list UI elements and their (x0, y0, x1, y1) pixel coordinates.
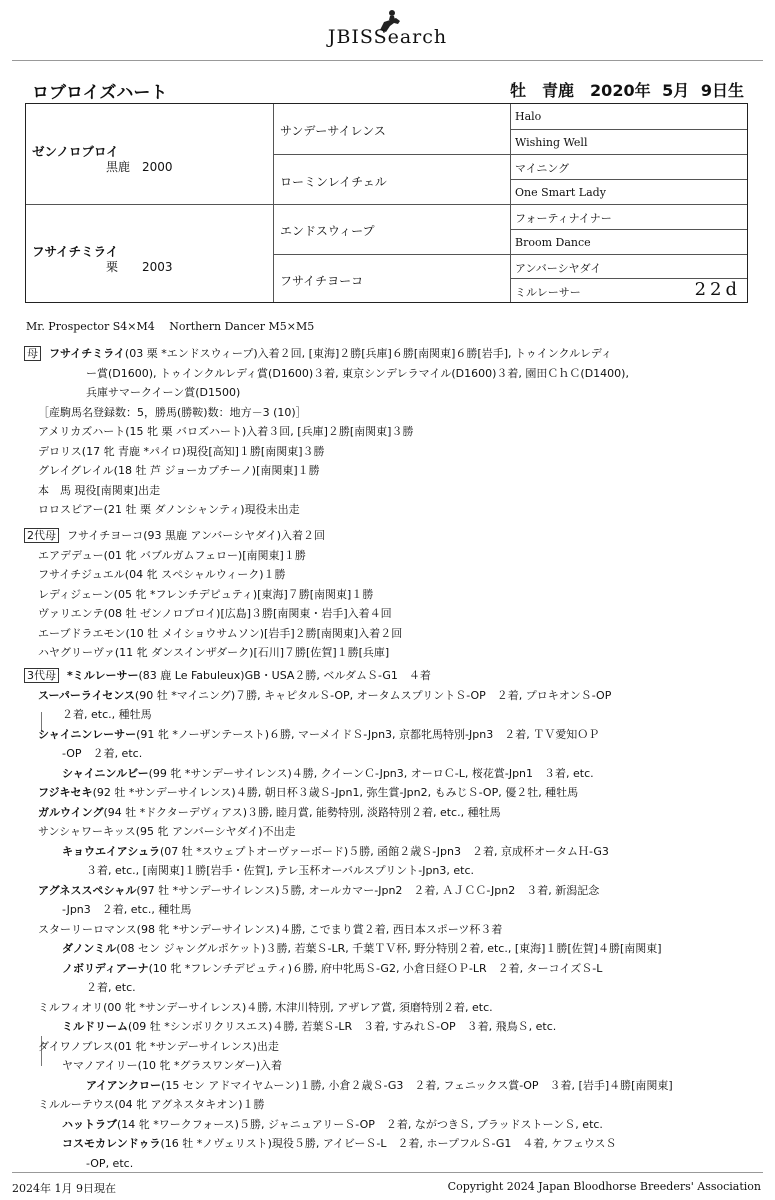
section-line (24, 725, 754, 745)
g2-name[interactable]: サンデーサイレンス (280, 124, 386, 138)
g3-name[interactable]: マイニング (515, 162, 570, 175)
section-line: ミルルーテウス(04 牝 アグネスタキオン)１勝 (38, 1098, 265, 1111)
section-line: 本 馬 現役[南関東]出走 (38, 483, 161, 497)
section-line (24, 803, 754, 823)
section-line (24, 666, 754, 686)
horse-link[interactable]: キョウエイアシュラ (62, 844, 161, 858)
horse-link[interactable]: ノボリディアーナ (62, 961, 149, 975)
horse-link[interactable]: フサイチミライ (49, 347, 125, 360)
g2-name[interactable]: ローミンレイチェル (280, 175, 387, 189)
section-line (24, 1076, 754, 1096)
horse-link[interactable]: シャイニンレーサー (38, 727, 137, 741)
line-text: (07 牡 *スウェプトオーヴァーボード)５勝, 函館２歳Ｓ-Jpn3 ２着, 京成杯オータムＨ-G3 (160, 844, 609, 858)
logo-text: JBISSearch (327, 26, 448, 48)
line-text: (91 牝 *ノーザンテースト)６勝, マーメイドＳ-Jpn3, 京都牝馬特別-Jpn3 ２着, ＴＶ愛知ＯＰ (136, 727, 600, 741)
line-text: (94 牡 *ドクターデヴィアス)３勝, 睦月賞, 能勢特別, 淡路特別２着, etc., 種牡馬 (103, 805, 501, 819)
section-line (24, 1115, 754, 1135)
line-text: (09 牡 *シンボリクリスエス)４勝, 若葉Ｓ-LR ３着, すみれＳ-OP ３着, 飛鳥Ｓ, etc. (128, 1020, 557, 1033)
horse-link[interactable]: フジキセキ (38, 786, 93, 799)
footer-copyright: Copyright 2024 Japan Bloodhorse Breeders' Association (447, 1180, 761, 1193)
line-text: (15 セン アドマイヤムーン)１勝, 小倉２歳Ｓ-G3 ２着, フェニックス賞-OP ３着, [岩手]４勝[南関東] (161, 1078, 673, 1092)
inbreeding-count: 22d (694, 279, 741, 300)
section-line: ー賞(D1600), トゥインクルレディ賞(D1600)３着, 東京シンデレラマイル(D1600)３着, 園田ＣｈＣ(D1400), (86, 366, 629, 380)
g2-cell (274, 254, 511, 302)
g3-name[interactable]: フォーティナイナー (515, 212, 612, 225)
section-line (24, 783, 754, 803)
line-text: (97 牡 *サンデーサイレンス)５勝, オールカマー-Jpn2 ２着, ＡＪＣＣ-Jpn2 ３着, 新潟記念 (136, 883, 600, 897)
section-line: スターリーロマンス(98 牝 *サンデーサイレンス)４勝, こでまり賞２着, 西日本スポーツ杯３着 (38, 922, 503, 936)
g3-name[interactable]: Halo (515, 110, 542, 123)
horse-link[interactable]: アグネススペシャル (38, 883, 137, 897)
section-line (24, 842, 754, 862)
g3-cell (511, 179, 747, 204)
line-text: (16 牡 *ノヴェリスト)現役５勝, アイビーＳ-L ２着, ホープフルＳ-G1 ４着, ケフェウスＳ (160, 1137, 617, 1150)
dam-color-year: 栗 2003 (106, 260, 173, 274)
line-text: (10 牝 *フレンチデピュティ)６勝, 府中牝馬Ｓ-G2, 小倉日経ＯＰ-LR ２着, ターコイズＳ-L (148, 961, 603, 975)
section-line: ２着, etc., 種牡馬 (62, 708, 152, 721)
dam-name[interactable]: フサイチミライ (32, 244, 119, 259)
g3-name[interactable]: アンバーシヤダイ (515, 262, 602, 275)
section-line: ハヤグリーヴァ(11 牝 ダンスインザダーク)[石川]７勝[佐賀]１勝[兵庫] (38, 646, 390, 659)
footer-divider (12, 1172, 763, 1173)
g3-cell (511, 129, 747, 154)
g3-name[interactable]: One Smart Lady (515, 186, 606, 199)
line-text: (83 鹿 Le Fabuleux)GB・USA２勝, ベルダムＳ-G1 ４着 (138, 669, 431, 682)
section-line (24, 939, 754, 959)
sire-cell (26, 104, 274, 204)
horse-link[interactable]: コスモカレンドゥラ (62, 1137, 161, 1150)
g3-cell (511, 204, 747, 229)
g3-name[interactable]: Wishing Well (515, 136, 588, 149)
horse-info: 牡 青鹿 2020年 5月 9日生 (510, 81, 744, 100)
section-line (24, 881, 754, 901)
section-line: -OP ２着, etc. (62, 747, 143, 760)
sire-color-year: 黒鹿 2000 (106, 160, 173, 174)
section-line (24, 1017, 754, 1037)
section-line: アメリカズハート(15 牝 栗 バロズハート)入着３回, [兵庫]２勝[南関東]３勝 (38, 425, 414, 438)
section-tag: 母 (24, 346, 41, 361)
g3-cell (511, 229, 747, 254)
g3-cell (511, 254, 747, 278)
horse-link[interactable]: シャイニンルビー (62, 766, 149, 780)
section-line (24, 764, 754, 784)
pedigree-table (25, 103, 748, 303)
g3-name[interactable]: Broom Dance (515, 236, 591, 249)
second-dam-section (24, 526, 754, 663)
title-row (32, 78, 744, 102)
footer-date: 2024年 1月 9日現在 (12, 1182, 116, 1195)
section-line: ダイワノブレス(01 牝 *サンデーサイレンス)出走 (38, 1039, 279, 1053)
horse-link[interactable]: ダノンミル (62, 942, 117, 955)
line-text: (08 セン ジャングルポケット)３勝, 若葉Ｓ-LR, 千葉ＴＶ杯, 野分特別２着, etc., [東海]１勝[佐賀]４勝[南関東] (116, 942, 662, 955)
section-line: エーブドラエモン(10 牡 メイショウサムソン)[岩手]２勝[南関東]入着２回 (38, 626, 403, 640)
g3-cell (511, 154, 747, 179)
section-line: サンシャワーキッス(95 牝 アンバーシヤダイ)不出走 (38, 825, 296, 838)
horse-link[interactable]: ガルウイング (38, 805, 104, 819)
section-line: デロリス(17 牝 青鹿 *パイロ)現役[高知]１勝[南関東]３勝 (38, 444, 325, 458)
section-line: ミルフィオリ(00 牝 *サンデーサイレンス)４勝, 木津川特別, アザレア賞, 須磨特別２着, etc. (38, 1000, 493, 1014)
section-line: フサイチジュエル(04 牝 スペシャルウィーク)１勝 (38, 568, 286, 581)
section-line: ３着, etc., [南関東]１勝[岩手・佐賀], テレ玉杯オーバルスプリント-Jpn3, etc. (86, 864, 475, 877)
header-divider (12, 60, 763, 61)
third-dam-section (24, 666, 754, 1173)
g2-name[interactable]: エンドスウィープ (280, 224, 375, 238)
section-tag: 3代母 (24, 668, 59, 683)
section-line (24, 959, 754, 979)
section-line: レディジェーン(05 牝 *フレンチデピュティ)[東海]７勝[南関東]１勝 (38, 587, 374, 601)
g3-cell (511, 278, 747, 302)
section-line (24, 1134, 754, 1154)
horse-link[interactable]: *ミルレーサー (67, 669, 139, 682)
g2-cell (274, 204, 511, 254)
horse-name: ロブロイズハート (32, 83, 168, 103)
section-line: ヴァリエンテ(08 牡 ゼンノロブロイ)[広島]３勝[南関東・岩手]入着４回 (38, 607, 392, 620)
line-text: (90 牡 *マイニング)７勝, キャピタルＳ-OP, オータムスプリントＳ-OP ２着, プロキオンＳ-OP (134, 688, 612, 702)
sire-name[interactable]: ゼンノロブロイ (32, 144, 119, 159)
g3-cell (511, 104, 747, 129)
section-line: ２着, etc. (86, 981, 136, 994)
dam-section (24, 344, 754, 520)
section-line: 兵庫サマークイーン賞(D1500) (86, 386, 241, 399)
line-text: フサイチヨーコ(93 黒鹿 アンバーシヤダイ)入着２回 (67, 529, 326, 542)
g2-cell (274, 154, 511, 204)
section-line: エアデデュー(01 牝 バブルガムフェロー)[南関東]１勝 (38, 548, 306, 562)
line-text: (92 牡 *サンデーサイレンス)４勝, 朝日杯３歳Ｓ-Jpn1, 弥生賞-Jpn2, もみじＳ-OP, 優２牡, 種牡馬 (92, 786, 579, 799)
line-text: (03 栗 *エンドスウィープ)入着２回, [東海]２勝[兵庫]６勝[南関東]６勝[岩手], トゥインクルレディ (124, 347, 612, 360)
section-line: ロロスピアー(21 牡 栗 ダノンシャンティ)現役未出走 (38, 503, 300, 516)
horse-link[interactable]: スーパーライセンス (38, 688, 135, 702)
section-line: -Jpn3 ２着, etc., 種牡馬 (62, 903, 192, 916)
g3-name[interactable]: ミルレーサー (515, 286, 581, 299)
g2-cell (274, 104, 511, 154)
section-line: グレイグレイル(18 牡 芦 ジョーカプチーノ)[南関東]１勝 (38, 464, 320, 477)
section-tag: 2代母 (24, 528, 59, 543)
section-line: ［産駒馬名登録数：5，勝馬(勝鞍)数：地方－3 (10)］ (38, 405, 307, 419)
line-text: (14 牝 *ワークフォース)５勝, ジャニュアリーＳ-OP ２着, ながつきＳ, ブラッドストーンＳ, etc. (117, 1117, 603, 1131)
section-line: ヤマノアイリー(10 牝 *グラスワンダー)入着 (62, 1059, 282, 1072)
section-line (24, 344, 754, 364)
inbreeding-note: Mr. Prospector S4×M4 Northern Dancer M5×M5 (26, 320, 315, 333)
line-text: (99 牝 *サンデーサイレンス)４勝, クイーンＣ-Jpn3, オーロＣ-L, 桜花賞-Jpn1 ３着, etc. (148, 766, 594, 780)
jbis-logo[interactable] (0, 8, 775, 48)
dam-cell (26, 204, 274, 302)
section-line (24, 686, 754, 706)
horse-link[interactable]: アイアンクロー (86, 1078, 162, 1092)
section-line: -OP, etc. (86, 1156, 134, 1170)
section-line (24, 526, 754, 546)
horse-link[interactable]: ミルドリーム (62, 1020, 128, 1033)
g2-name[interactable]: フサイチヨーコ (280, 274, 364, 288)
horse-link[interactable]: ハットラブ (62, 1117, 117, 1131)
